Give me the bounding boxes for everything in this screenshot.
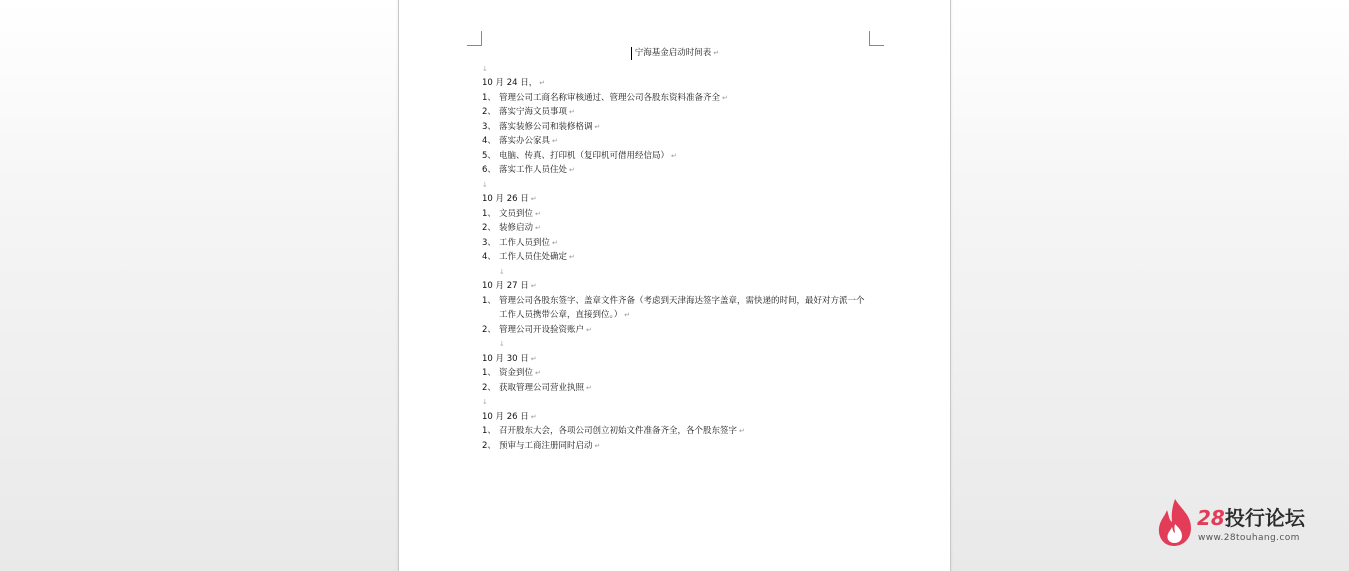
list-item: 2、 落实宁海文员事项 ↵	[482, 107, 575, 117]
list-item: 4、 工作人员住处确定 ↵	[482, 252, 575, 262]
list-item: 2、 预审与工商注册同时启动 ↵	[482, 440, 601, 451]
crop-mark-top-right	[869, 31, 884, 46]
document-page[interactable]	[398, 0, 951, 571]
list-item: 2、 装修启动 ↵	[482, 223, 541, 233]
empty-paragraph: ↓	[482, 180, 488, 189]
list-item: 4、 落实办公家具 ↵	[482, 136, 558, 146]
list-item: 6、 落实工作人员住处 ↵	[482, 165, 575, 175]
list-item: 2、 管理公司开设验资账户 ↵	[482, 324, 592, 335]
list-item: 3、 落实装修公司和装修格调 ↵	[482, 121, 601, 132]
watermark-logo	[1155, 497, 1325, 547]
empty-paragraph: ↓	[499, 340, 505, 348]
document-title: 宁海基金启动时间表 ↵	[634, 48, 720, 58]
crop-mark-top-left	[467, 31, 482, 46]
section-date: 10 月 26 日 ↵	[482, 194, 537, 204]
empty-paragraph: ↓	[482, 398, 488, 406]
logo-text: 28投行论坛	[1197, 506, 1305, 530]
section-date: 10 月 26 日 ↵	[482, 411, 537, 422]
empty-paragraph: ↓	[499, 267, 505, 276]
logo-url: www.28touhang.com	[1198, 533, 1300, 543]
list-item: 1、 管理公司各股东签字、盖章文件齐备（考虑到天津海达签字盖章，需快递的时间，最好对方派一个工作人员携带公章，直接到位。） ↵	[482, 295, 865, 320]
empty-paragraph: ↓	[482, 64, 488, 73]
section-date: 10 月 24 日， ↵	[482, 78, 546, 88]
list-item: 2、 获取管理公司营业执照 ↵	[482, 382, 592, 393]
list-item: 1、 管理公司工商名称审核通过、管理公司各股东资料准备齐全 ↵	[482, 92, 728, 103]
list-item: 1、 资金到位 ↵	[482, 368, 541, 378]
flame-icon	[1155, 497, 1195, 547]
list-item: 1、 召开股东大会，各项公司创立初始文件准备齐全，各个股东签字 ↵	[482, 426, 745, 436]
document-body[interactable]	[482, 46, 872, 453]
list-item: 5、 电脑、传真、打印机（复印机可借用经信局） ↵	[482, 150, 677, 161]
section-date: 10 月 27 日 ↵	[482, 281, 537, 291]
list-item: 3、 工作人员到位 ↵	[482, 237, 558, 248]
section-date: 10 月 30 日 ↵	[482, 353, 537, 364]
list-item: 1、 文员到位 ↵	[482, 208, 541, 219]
